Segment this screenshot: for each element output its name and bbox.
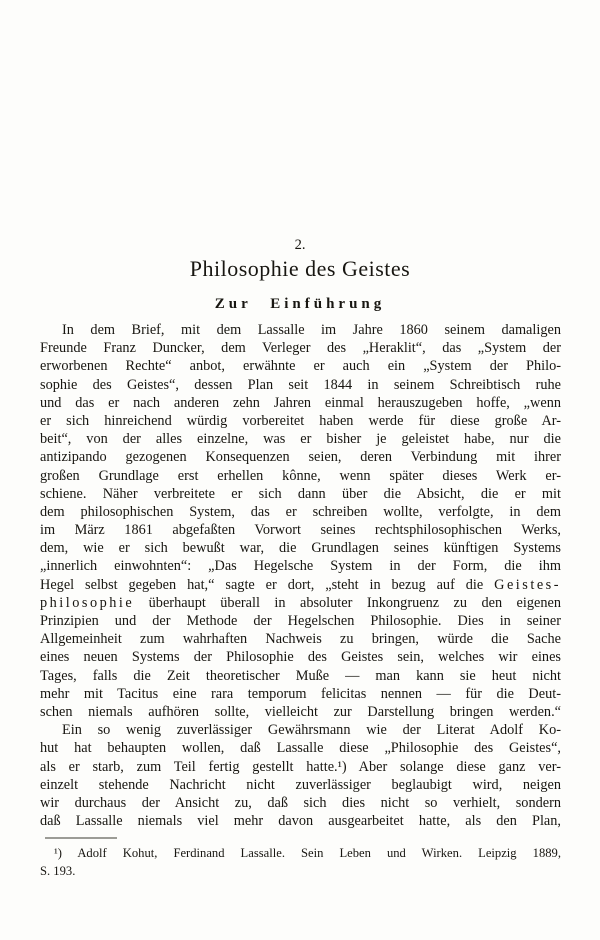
footnote bbox=[40, 845, 561, 880]
text-segment: Hegel selbst gegeben hat,“ sagte er dort, „steht in bezug auf die bbox=[40, 576, 495, 593]
text-line bbox=[40, 594, 561, 612]
text-line: großen Grundlage erst erhellen kônne, wenn später dieses Werk er- bbox=[40, 467, 561, 484]
page-title: Philosophie des Geistes bbox=[189, 256, 411, 281]
text-segment: überhaupt überall in absoluter Inkongruenz zu den eigenen bbox=[134, 594, 561, 611]
letterspaced-emphasis: philosophie bbox=[40, 594, 135, 611]
text-line: er sich hinreichend würdig vorbereitet haben werde für diese große Ar- bbox=[40, 412, 561, 429]
text-line: schiene. Näher verbreitete er sich dann über die Absicht, die er mit bbox=[40, 485, 561, 502]
text-line: In dem Brief, mit dem Lassalle im Jahre 1860 seinem damaligen bbox=[62, 322, 561, 338]
text-line bbox=[40, 576, 561, 594]
page-subtitle: Zur Einführung bbox=[214, 296, 386, 312]
footnote-separator-rule bbox=[45, 837, 117, 839]
text-line: sophie des Geistes“, dessen Plan seit 1844 in seinem Schreibtisch ruhe bbox=[40, 376, 561, 393]
text-line: eines neuen Systems der Philosophie des Geistes sein, welches wir eines bbox=[40, 649, 561, 666]
text-line: dem philosophischen System, das er schreiben wollte, verfolgte, in dem bbox=[40, 503, 561, 520]
paragraph bbox=[40, 321, 561, 721]
text-line: und das er nach anderen zehn Jahren einmal herauszugeben hoffe, „wenn bbox=[40, 394, 561, 411]
text-line: Ein so wenig zuverlässiger Gewährsmann wie der Literat Adolf Ko- bbox=[62, 722, 561, 739]
letterspaced-emphasis: Geistes- bbox=[494, 576, 561, 593]
text-line: als er starb, zum Teil fertig gestellt hatte.¹) Aber solange diese ganz ver- bbox=[40, 758, 561, 775]
text-line: daß Lassalle niemals viel mehr davon ausgearbeitet hatte, als den Plan, bbox=[40, 813, 561, 830]
text-line: beit“, von der alles einzelne, was er bisher je geleistet habe, nur die bbox=[40, 431, 561, 448]
text-line: „innerlich einwohnten“: „Das Hegelsche System in der Form, die ihm bbox=[40, 558, 561, 575]
footnote-line: ¹) Adolf Kohut, Ferdinand Lassalle. Sein Leben und Wirken. Leipzig 1889, bbox=[54, 846, 561, 860]
paragraph bbox=[40, 721, 561, 830]
text-line: Prinzipien und der Methode der Hegelschen Philosophie. Dies in seiner bbox=[40, 613, 561, 629]
text-line: im März 1861 abgefaßten Vorwort seines rechtsphilosophischen Werks, bbox=[40, 522, 561, 539]
text-line: Tages, falls die Zeit theoretischer Muße — man kann sie heut nicht bbox=[40, 667, 561, 684]
text-line: wir durchaus der Ansicht zu, daß sich dies nicht so verhielt, sondern bbox=[40, 794, 561, 811]
text-line: dem, wie er sich bewußt war, die Grundlagen seines künftigen Systems bbox=[40, 540, 561, 557]
text-line: schen niemals aufhören sollte, vielleicht zur Darstellung bringen werden.“ bbox=[40, 703, 561, 720]
text-line: hut hat behaupten wollen, daß Lassalle diese „Philosophie des Geistes“, bbox=[40, 740, 561, 757]
text-line: Freunde Franz Duncker, dem Verleger des „Heraklit“, das „System der bbox=[40, 340, 561, 357]
text-line: erworbenen Rechte“ anbot, erwähnte er auch ein „System der Philo- bbox=[40, 358, 561, 375]
text-line: Allgemeinheit zum wahrhaften Nachweis zu bringen, würde die Sache bbox=[40, 631, 561, 648]
text-line: antizipando gezogenen Konsequenzen seien, deren Verbindung mit ihrer bbox=[40, 449, 561, 466]
footnote-line: S. 193. bbox=[40, 863, 76, 878]
text-line: einzelt stehende Nachricht nicht zuverlässiger beglaubigt wird, neigen bbox=[40, 776, 561, 793]
section-number: 2. bbox=[294, 237, 306, 253]
text-line: mehr mit Tacitus eine rara temporum felicitas nennen — für die Deut- bbox=[40, 685, 561, 702]
body-text bbox=[40, 321, 561, 830]
